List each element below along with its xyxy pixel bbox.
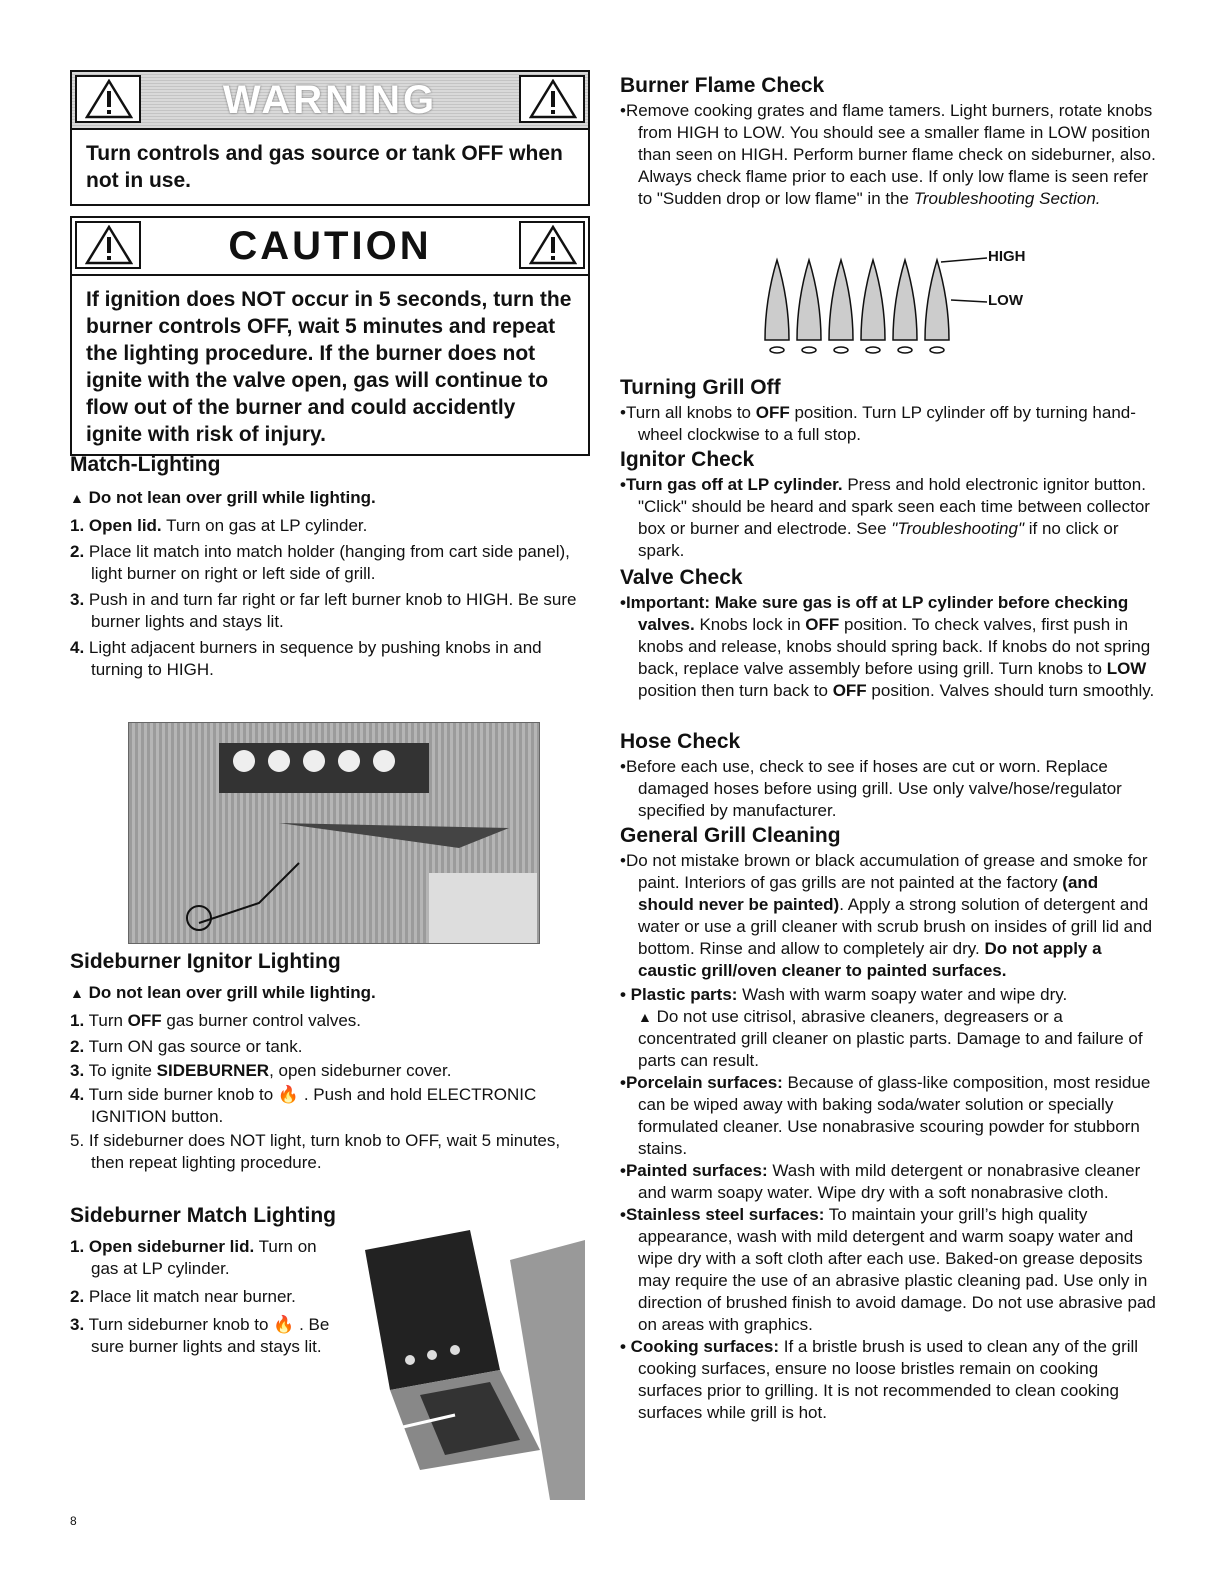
section-title: Sideburner Match Lighting (70, 1204, 336, 1227)
body-text: •Before each use, check to see if hoses are cut or worn. Replace damaged hoses before using grill. Use only valve/hose/regulator specified by manufacturer. (620, 757, 1122, 820)
burner-flame-section (620, 74, 1158, 210)
body-text: • Plastic parts: Wash with warm soapy water and wipe dry. ▲ Do not use citrisol, abrasive cleaners, degreasers or a concentrated grill cleaner on plastic parts. Damage to and failure of parts can result. (620, 985, 1143, 1070)
step: 2. Turn ON gas source or tank. (70, 1037, 303, 1056)
body-text: • Cooking surfaces: If a bristle brush is used to clean any of the grill cooking surfaces, ensure no loose bristles remain on cooking surfaces prior to grilling. It is not recommended to clean cooking surfaces while grill is hot. (620, 1337, 1139, 1422)
caution-banner (72, 218, 588, 276)
body-text: •Porcelain surfaces: Because of glass-like composition, most residue can be wiped away with baking soda/water solution or specially formulated cleaner. Use nonabrasive scouring powder for stubborn stains. (620, 1073, 1151, 1158)
sideburner-photo (360, 1220, 585, 1500)
caution-title: CAUTION (228, 224, 432, 268)
step: 3. Push in and turn far right or far left burner knob to HIGH. Be sure burner lights and stays lit. (70, 590, 577, 631)
hose-check-section (620, 730, 1158, 822)
sideburner-illustration (360, 1220, 585, 1500)
sideburner-ignitor-section (70, 950, 590, 1174)
step: 3. To ignite SIDEBURNER, open sideburner cover. (70, 1061, 452, 1080)
section-title: Match-Lighting (70, 453, 221, 476)
section-title: General Grill Cleaning (620, 824, 841, 847)
page-number: 8 (70, 1514, 77, 1528)
body-text: •Remove cooking grates and flame tamers. Light burners, rotate knobs from HIGH to LOW. You should see a smaller flame in LOW position than seen on HIGH. Perform burner flame check on sideburner, also. Always check flame prior to each use. If only low flame is seen refer to "Sudden drop or low flame" in the Troubleshooting Section. (620, 101, 1156, 208)
section-title: Sideburner Ignitor Lighting (70, 950, 341, 973)
step: 1. Open sideburner lid. Turn on gas at LP cylinder. (70, 1237, 317, 1278)
flame-icon: 🔥 (273, 1315, 295, 1334)
cleaning-section (620, 824, 1158, 1424)
caution-note: ▲ Do not lean over grill while lighting. (70, 983, 376, 1002)
match-lighting-section (70, 453, 590, 681)
step: 5. If sideburner does NOT light, turn knob to OFF, wait 5 minutes, then repeat lighting procedure. (70, 1131, 561, 1172)
step: 2. Place lit match into match holder (hanging from cart side panel), light burner on right or left side of grill. (70, 542, 570, 583)
section-title: Valve Check (620, 566, 743, 589)
body-text: •Stainless steel surfaces: To maintain your grill’s high quality appearance, wash with mild detergent and warm soapy water and wipe dry with a soft cloth after each use. Baked-on grease deposits may require the use of an abrasive plastic cleaning pad. Use only in direction of brushed finish to avoid damage. Do not use abrasive pad on areas with graphics. (620, 1205, 1156, 1334)
section-title: Turning Grill Off (620, 376, 781, 399)
valve-check-section (620, 566, 1158, 702)
warning-box (70, 70, 590, 206)
caution-triangle-icon: ▲ (70, 985, 84, 1001)
body-text: •Turn all knobs to OFF position. Turn LP cylinder off by turning hand-wheel clockwise to a full stop. (620, 403, 1136, 444)
step: 3. Turn sideburner knob to 🔥 . Be sure burner lights and stays lit. (70, 1315, 330, 1356)
caution-note: ▲ Do not lean over grill while lighting. (70, 488, 376, 507)
caution-triangle-icon: ▲ (70, 490, 84, 506)
step: 2. Place lit match near burner. (70, 1287, 296, 1306)
flame-icon: 🔥 (277, 1085, 300, 1104)
turning-off-section (620, 376, 1158, 446)
grill-illustration (129, 723, 539, 943)
high-label: HIGH (988, 248, 1026, 265)
warning-text: Turn controls and gas source or tank OFF when not in use. (86, 142, 563, 192)
step: 1. Open lid. Turn on gas at LP cylinder. (70, 516, 368, 535)
body-text: •Important: Make sure gas is off at LP cylinder before checking valves. Knobs lock in OFF position. To check valves, first push in knobs and release, knobs should spring back. If knobs do not spring back, replace valve assembly before using grill. Turn knobs to LOW position then turn back to OFF position. Valves should turn smoothly. (620, 593, 1155, 700)
body-text: •Do not mistake brown or black accumulation of grease and smoke for paint. Interiors of gas grills are not painted at the factory (and should never be painted). Apply a strong solution of detergent and water or use a grill cleaner with scrub brush on insides of grill lid and bottom. Rinse and allow to completely air dry. Do not apply a caustic grill/oven cleaner to painted surfaces. (620, 851, 1153, 980)
body-text: •Turn gas off at LP cylinder. Press and hold electronic ignitor button. "Click" should be heard and spark seen each time between collector box or burner and electrode. See "Troubleshooting" if no click or spark. (620, 475, 1150, 560)
match-holder-photo (128, 722, 540, 944)
section-title: Hose Check (620, 730, 741, 753)
sideburner-match-section (70, 1204, 340, 1358)
caution-triangle-icon: ▲ (638, 1009, 652, 1025)
warning-triangle-icon (519, 75, 585, 123)
caution-box (70, 216, 590, 456)
step: 4. Turn side burner knob to 🔥 . Push and hold ELECTRONIC IGNITION button. (70, 1085, 537, 1126)
step: 1. Turn OFF gas burner control valves. (70, 1011, 362, 1030)
section-title: Burner Flame Check (620, 74, 825, 97)
caution-text: If ignition does NOT occur in 5 seconds, turn the burner controls OFF, wait 5 minutes and repeat the lighting procedure. If the burner does not ignite with the valve open, gas will continue to flow out of the burner and could accidently ignite with risk of injury. (86, 288, 572, 446)
low-label: LOW (988, 292, 1023, 309)
step: 4. Light adjacent burners in sequence by pushing knobs in and turning to HIGH. (70, 638, 542, 679)
section-title: Ignitor Check (620, 448, 755, 471)
ignitor-check-section (620, 448, 1158, 562)
body-text: •Painted surfaces: Wash with mild detergent or nonabrasive cleaner and warm soapy water. Wipe dry with a soft nonabrasive cloth. (620, 1161, 1141, 1202)
warning-banner (72, 72, 588, 130)
caution-triangle-icon (519, 221, 585, 269)
warning-title: WARNING (222, 78, 438, 122)
